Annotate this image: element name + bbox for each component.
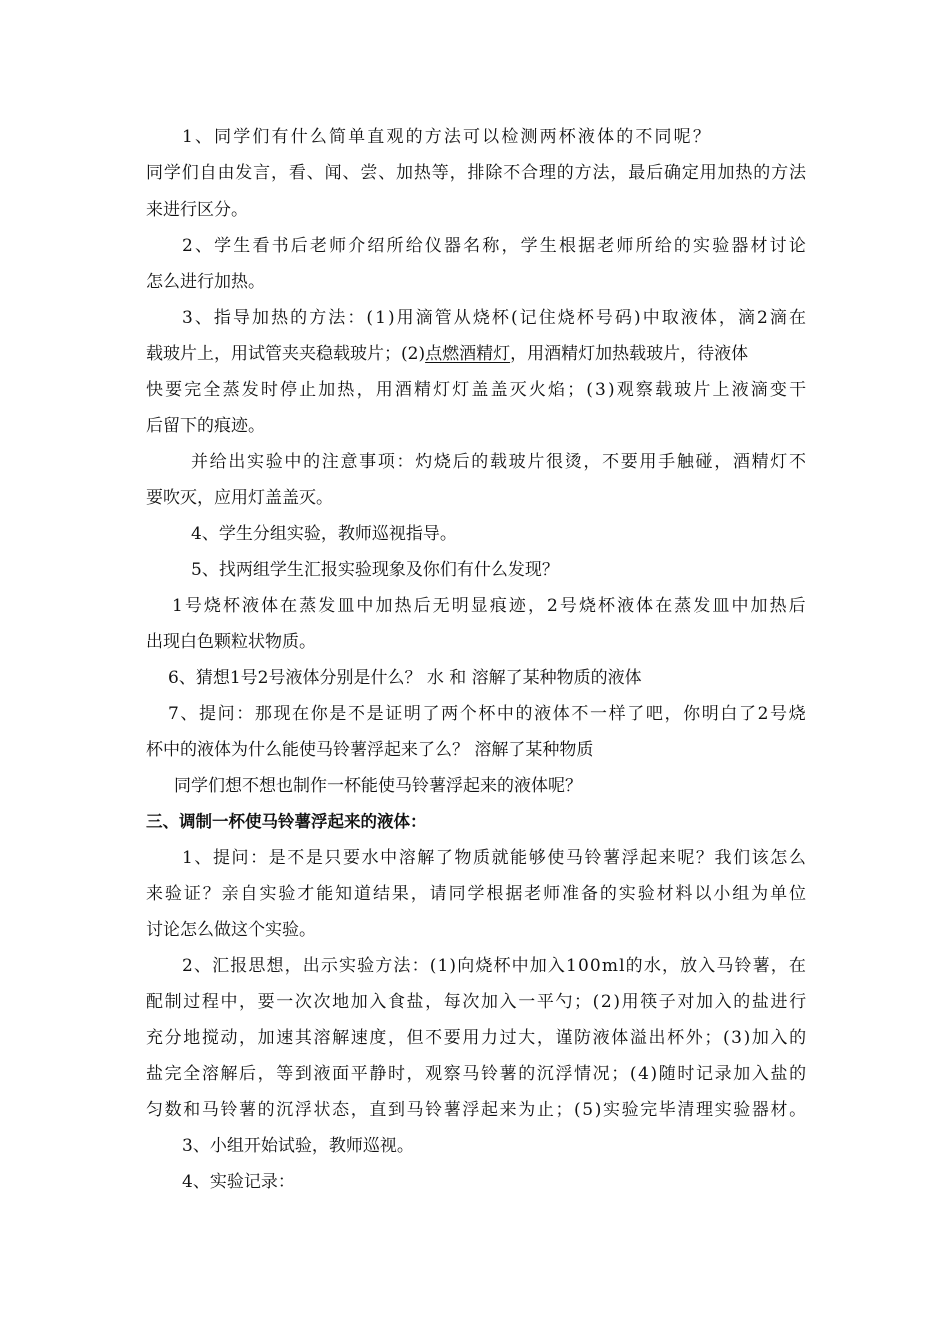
- paragraph-line: 7、提问：那现在你是不是证明了两个杯中的液体不一样了吧，你明白了2号烧: [168, 704, 808, 724]
- underlined-text: 点燃酒精灯: [425, 344, 511, 364]
- paragraph-line: 来进行区分。: [146, 200, 248, 220]
- paragraph-line: 同学们自由发言，看、闻、尝、加热等，排除不合理的方法，最后确定用加热的方法: [146, 163, 807, 183]
- paragraph-line: 同学们想不想也制作一杯能使马铃薯浮起来的液体呢？: [174, 776, 582, 796]
- paragraph-line: 4、学生分组实验，教师巡视指导。: [191, 524, 457, 544]
- paragraph-line: 盐完全溶解后，等到液面平静时，观察马铃薯的沉浮情况；(4)随时记录加入盐的: [146, 1064, 808, 1084]
- paragraph-line: 4、实验记录：: [182, 1172, 295, 1192]
- paragraph-line: [146, 344, 748, 364]
- paragraph-line: 3、指导加热的方法：(1)用滴管从烧杯(记住烧杯号码)中取液体，滴2滴在: [182, 308, 809, 328]
- paragraph-line: 配制过程中，要一次次地加入食盐，每次加入一平勺；(2)用筷子对加入的盐进行: [146, 992, 808, 1012]
- paragraph-line: 杯中的液体为什么能使马铃薯浮起来了么？ 溶解了某种物质: [146, 740, 594, 760]
- paragraph-line: 要吹灭，应用灯盖盖灭。: [146, 488, 333, 508]
- paragraph-line: 后留下的痕迹。: [146, 416, 265, 436]
- paragraph-line: 快要完全蒸发时停止加热，用酒精灯灯盖盖灭火焰；(3)观察载玻片上液滴变干: [146, 380, 809, 400]
- paragraph-line: 并给出实验中的注意事项：灼烧后的载玻片很烫，不要用手触碰，酒精灯不: [191, 452, 808, 472]
- section-heading: 三、调制一杯使马铃薯浮起来的液体：: [146, 812, 427, 831]
- text-segment: ，用酒精灯加热载玻片，待液体: [510, 344, 749, 364]
- paragraph-line: 2、学生看书后老师介绍所给仪器名称，学生根据老师所给的实验器材讨论: [182, 236, 808, 256]
- paragraph-line: 来验证？亲自实验才能知道结果，请同学根据老师准备的实验材料以小组为单位: [146, 884, 808, 904]
- paragraph-line: 1号烧杯液体在蒸发皿中加热后无明显痕迹，2号烧杯液体在蒸发皿中加热后: [172, 596, 808, 616]
- paragraph-line: 2、汇报思想，出示实验方法：(1)向烧杯中加入100ml的水，放入马铃薯，在: [182, 956, 808, 976]
- paragraph-line: 出现白色颗粒状物质。: [146, 632, 316, 652]
- paragraph-line: 讨论怎么做这个实验。: [146, 920, 316, 940]
- paragraph-line: 充分地搅动，加速其溶解速度，但不要用力过大，谨防液体溢出杯外；(3)加入的: [146, 1028, 808, 1048]
- paragraph-line: 3、小组开始试验，教师巡视。: [182, 1136, 414, 1156]
- paragraph-line: 5、找两组学生汇报实验现象及你们有什么发现？: [191, 560, 559, 580]
- paragraph-line: 怎么进行加热。: [146, 272, 265, 292]
- text-segment: 载玻片上，用试管夹夹稳载玻片；(2): [146, 344, 426, 364]
- paragraph-line: 1、提问：是不是只要水中溶解了物质就能够使马铃薯浮起来呢？我们该怎么: [182, 848, 808, 868]
- paragraph-line: 1、同学们有什么简单直观的方法可以检测两杯液体的不同呢？: [182, 127, 712, 147]
- paragraph-line: 匀数和马铃薯的沉浮状态，直到马铃薯浮起来为止；(5)实验完毕清理实验器材。: [146, 1100, 808, 1120]
- paragraph-line: 6、猜想1号2号液体分别是什么？ 水 和 溶解了某种物质的液体: [168, 668, 642, 688]
